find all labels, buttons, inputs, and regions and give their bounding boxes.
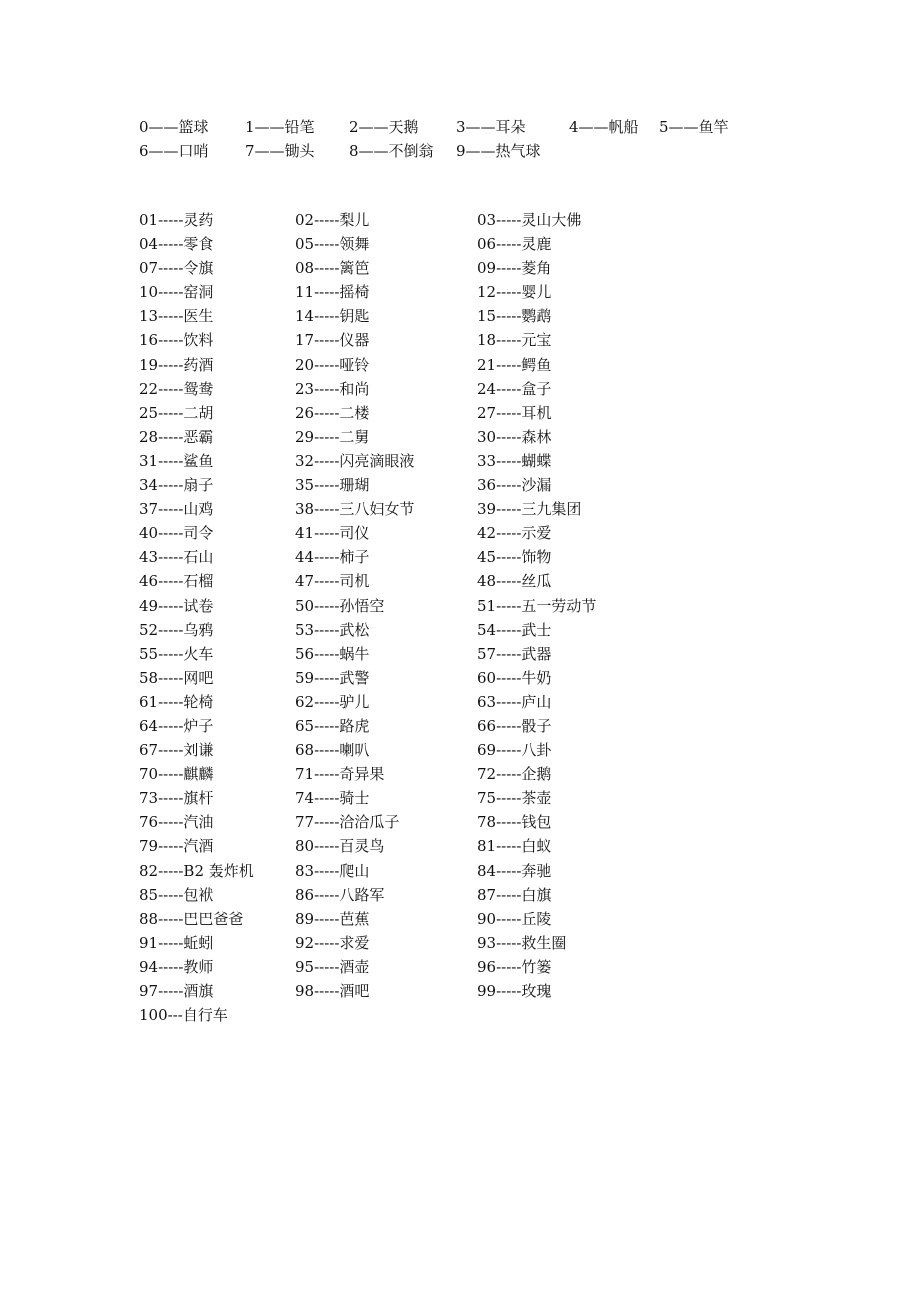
number-code-entry: 59-----武警 — [295, 668, 370, 687]
number-code-entry: 41-----司仪 — [295, 524, 370, 543]
number-code-entry: 84-----奔驰 — [477, 861, 552, 880]
number-code-entry: 35-----珊瑚 — [295, 476, 370, 495]
number-code-entry: 49-----试卷 — [139, 596, 214, 615]
number-code-entry: 02-----梨儿 — [295, 211, 370, 229]
number-code-entry: 20-----哑铃 — [295, 355, 370, 374]
number-code-entry: 73-----旗杆 — [139, 789, 214, 808]
number-code-entry: 34-----扇子 — [139, 476, 214, 495]
number-code-entry: 15-----鹦鹉 — [477, 307, 552, 326]
number-code-entry: 45-----饰物 — [477, 548, 552, 567]
number-code-entry: 08-----篱笆 — [295, 259, 370, 278]
digit-code-item: 9——热气球 — [456, 142, 541, 160]
number-code-entry: 78-----钱包 — [477, 813, 552, 832]
number-code-entry: 55-----火车 — [139, 644, 214, 663]
number-code-entry: 10-----窑洞 — [139, 283, 214, 302]
number-code-entry: 76-----汽油 — [139, 813, 214, 832]
number-code-entry: 04-----零食 — [139, 235, 214, 254]
number-code-entry: 69-----八卦 — [477, 741, 552, 760]
number-code-entry: 97-----酒旗 — [139, 982, 214, 1000]
number-code-entry: 64-----炉子 — [139, 716, 214, 735]
digit-code-item: 7——锄头 — [245, 142, 315, 160]
number-code-entry: 92-----求爱 — [295, 933, 370, 952]
number-code-entry: 56-----蜗牛 — [295, 644, 370, 663]
number-code-entry: 95-----酒壶 — [295, 957, 370, 976]
number-code-entry: 82-----B2 轰炸机 — [139, 861, 254, 880]
number-code-entry: 28-----恶霸 — [139, 427, 214, 446]
digit-code-item: 1——铅笔 — [245, 118, 315, 136]
number-code-entry: 29-----二舅 — [295, 427, 370, 446]
number-code-entry: 18-----元宝 — [477, 331, 552, 350]
number-code-entry: 01-----灵药 — [139, 211, 214, 229]
number-code-entry: 37-----山鸡 — [139, 500, 214, 519]
number-code-entry: 75-----茶壶 — [477, 789, 552, 808]
number-code-entry: 81-----白蚁 — [477, 837, 552, 856]
number-code-entry: 38-----三八妇女节 — [295, 500, 415, 519]
number-code-entry: 96-----竹篓 — [477, 957, 552, 976]
number-code-entry: 80-----百灵鸟 — [295, 837, 385, 856]
number-code-entry: 74-----骑士 — [295, 789, 370, 808]
number-code-entry: 54-----武士 — [477, 620, 552, 639]
number-code-entry: 89-----芭蕉 — [295, 909, 370, 928]
number-code-entry: 47-----司机 — [295, 572, 370, 591]
number-code-entry: 85-----包袱 — [139, 885, 214, 904]
digit-code-item: 2——天鹅 — [349, 118, 419, 136]
number-code-entry: 46-----石榴 — [139, 572, 214, 591]
number-code-entry: 26-----二楼 — [295, 403, 370, 422]
number-code-entry: 30-----森林 — [477, 427, 552, 446]
number-code-entry: 91-----蚯蚓 — [139, 933, 214, 952]
number-code-entry: 86-----八路军 — [295, 885, 385, 904]
number-code-entry: 06-----灵鹿 — [477, 235, 552, 254]
number-code-entry: 16-----饮料 — [139, 331, 214, 350]
number-code-entry: 50-----孙悟空 — [295, 596, 385, 615]
number-code-entry: 48-----丝瓜 — [477, 572, 552, 591]
number-code-entry: 83-----爬山 — [295, 861, 370, 880]
number-code-entry: 77-----洽洽瓜子 — [295, 813, 400, 832]
number-code-entry: 72-----企鹅 — [477, 765, 552, 784]
number-code-entry: 23-----和尚 — [295, 379, 370, 398]
number-code-entry: 31-----鲨鱼 — [139, 451, 214, 470]
number-code-entry: 09-----菱角 — [477, 259, 552, 278]
number-code-entry: 40-----司令 — [139, 524, 214, 543]
number-code-entry: 44-----柿子 — [295, 548, 370, 567]
number-code-entry: 62-----驴儿 — [295, 692, 370, 711]
digit-code-list — [139, 115, 779, 163]
number-code-entry: 53-----武松 — [295, 620, 370, 639]
number-code-entry: 90-----丘陵 — [477, 909, 552, 928]
number-code-entry: 33-----蝴蝶 — [477, 451, 552, 470]
digit-code-item: 8——不倒翁 — [349, 142, 434, 160]
number-code-entry: 88-----巴巴爸爸 — [139, 909, 244, 928]
number-code-entry: 57-----武器 — [477, 644, 552, 663]
number-code-entry: 13-----医生 — [139, 307, 214, 326]
number-code-entry: 22-----鸳鸯 — [139, 379, 214, 398]
number-code-entry: 42-----示爱 — [477, 524, 552, 543]
number-code-entry: 100---自行车 — [139, 1006, 228, 1025]
number-code-entry: 63-----庐山 — [477, 692, 552, 711]
number-code-entry: 70-----麒麟 — [139, 765, 214, 784]
number-code-entry: 94-----教师 — [139, 957, 214, 976]
number-code-entry: 14-----钥匙 — [295, 307, 370, 326]
number-code-entry: 60-----牛奶 — [477, 668, 552, 687]
number-code-entry: 11-----摇椅 — [295, 283, 370, 302]
digit-code-item: 5——鱼竿 — [659, 118, 729, 136]
number-code-entry: 19-----药酒 — [139, 355, 214, 374]
number-code-entry: 27-----耳机 — [477, 403, 552, 422]
number-code-entry: 12-----婴儿 — [477, 283, 552, 302]
number-code-entry: 65-----路虎 — [295, 716, 370, 735]
number-code-entry: 61-----轮椅 — [139, 692, 214, 711]
digit-code-item: 0——篮球 — [139, 118, 209, 136]
number-code-entry: 25-----二胡 — [139, 403, 214, 422]
number-code-entry: 68-----喇叭 — [295, 741, 370, 760]
number-code-entry: 21-----鳄鱼 — [477, 355, 552, 374]
number-code-entry: 93-----救生圈 — [477, 933, 567, 952]
number-code-entry: 52-----乌鸦 — [139, 620, 214, 639]
digit-row — [139, 139, 779, 163]
number-code-entry: 87-----白旗 — [477, 885, 552, 904]
digit-row — [139, 115, 779, 139]
number-code-entry: 67-----刘谦 — [139, 741, 214, 760]
number-code-entry: 17-----仪器 — [295, 331, 370, 350]
number-code-entry: 71-----奇异果 — [295, 765, 385, 784]
number-code-entry: 98-----酒吧 — [295, 982, 370, 1000]
number-code-entry: 03-----灵山大佛 — [477, 211, 582, 229]
number-code-entry: 66-----骰子 — [477, 716, 552, 735]
number-code-entry: 32-----闪亮滴眼液 — [295, 451, 415, 470]
number-code-entry: 24-----盒子 — [477, 379, 552, 398]
number-code-entry: 58-----网吧 — [139, 668, 214, 687]
number-code-entry: 43-----石山 — [139, 548, 214, 567]
number-code-entry: 79-----汽酒 — [139, 837, 214, 856]
number-code-entry: 05-----领舞 — [295, 235, 370, 254]
number-code-entry: 39-----三九集团 — [477, 500, 582, 519]
number-code-entry: 99-----玫瑰 — [477, 982, 552, 1000]
number-code-entry: 07-----令旗 — [139, 259, 214, 278]
number-code-entry: 36-----沙漏 — [477, 476, 552, 495]
digit-code-item: 3——耳朵 — [456, 118, 526, 136]
digit-code-item: 4——帆船 — [569, 118, 639, 136]
number-code-entry: 51-----五一劳动节 — [477, 596, 597, 615]
digit-code-item: 6——口哨 — [139, 142, 209, 160]
